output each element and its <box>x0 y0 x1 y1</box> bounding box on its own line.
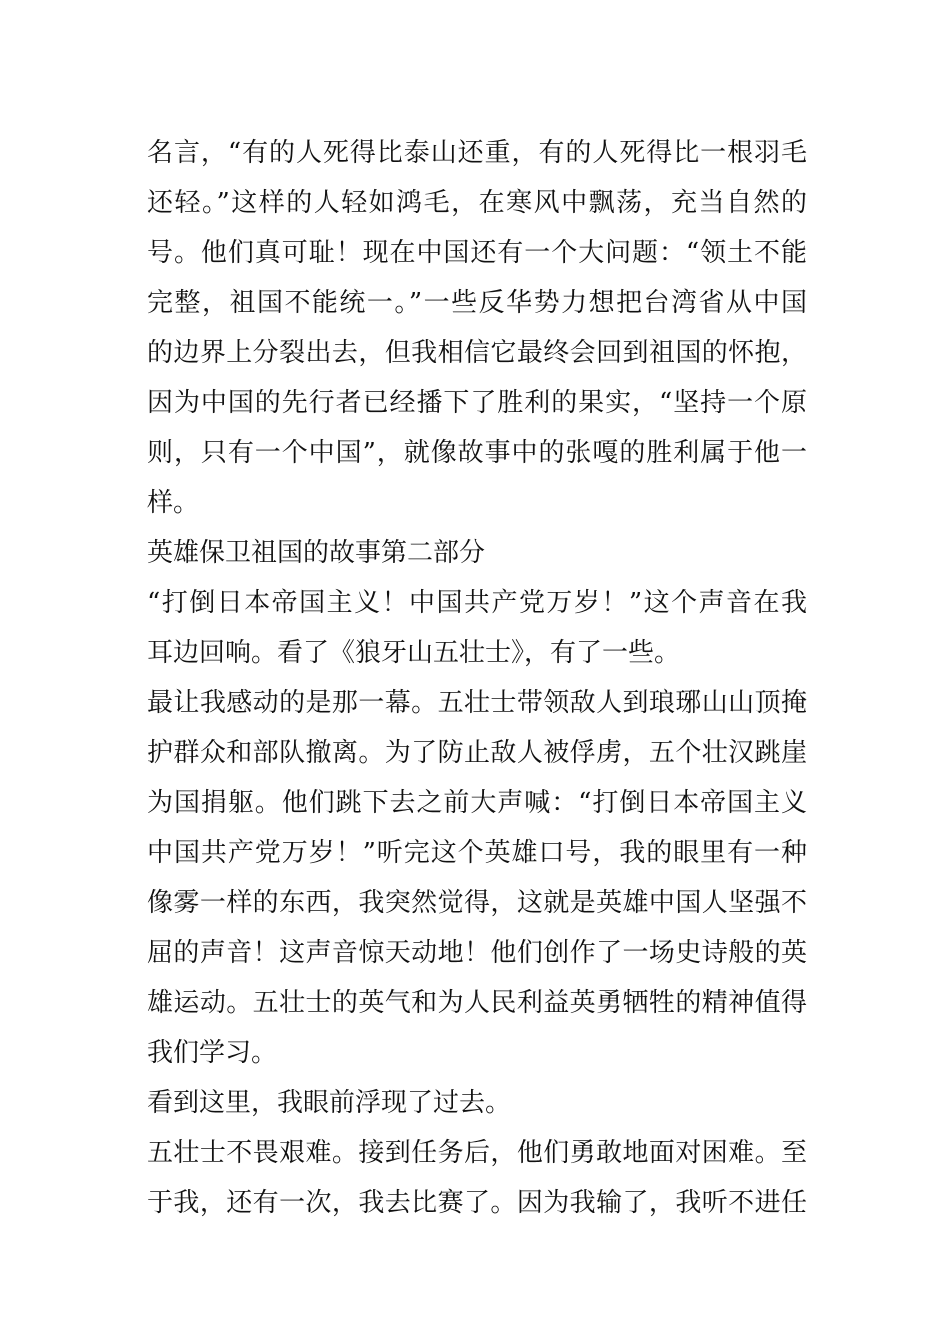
text-line: 英雄保卫祖国的故事第二部分 <box>147 538 486 568</box>
document-body <box>147 128 807 1228</box>
text-line: 雄运动。五壮士的英气和为人民利益英勇牺牲的精神值得 <box>147 988 807 1018</box>
text-line: 号。他们真可耻！现在中国还有一个大问题：“领土不能 <box>147 238 807 268</box>
text-line: 还轻。”这样的人轻如鸿毛，在寒风中飘荡，充当自然的 <box>147 188 807 218</box>
text-line: “打倒日本帝国主义！中国共产党万岁！”这个声音在我 <box>147 588 807 618</box>
text-line: 完整，祖国不能统一。”一些反华势力想把台湾省从中国 <box>147 288 807 318</box>
text-line: 的边界上分裂出去，但我相信它最终会回到祖国的怀抱， <box>147 338 807 368</box>
text-line: 最让我感动的是那一幕。五壮士带领敌人到琅琊山山顶掩 <box>147 688 807 718</box>
text-line: 于我，还有一次，我去比赛了。因为我输了，我听不进任 <box>147 1188 807 1218</box>
text-line: 名言，“有的人死得比泰山还重，有的人死得比一根羽毛 <box>147 138 807 168</box>
text-line: 为国捐躯。他们跳下去之前大声喊：“打倒日本帝国主义 <box>147 788 807 818</box>
text-line: 看到这里，我眼前浮现了过去。 <box>147 1088 512 1118</box>
text-line: 则，只有一个中国”，就像故事中的张嘎的胜利属于他一 <box>147 438 807 468</box>
text-line: 我们学习。 <box>147 1038 278 1068</box>
text-line: 耳边回响。看了《狼牙山五壮士》，有了一些。 <box>147 638 681 668</box>
text-line: 样。 <box>147 488 200 518</box>
text-line: 像雾一样的东西，我突然觉得，这就是英雄中国人坚强不 <box>147 888 807 918</box>
text-line: 屈的声音！这声音惊天动地！他们创作了一场史诗般的英 <box>147 938 807 968</box>
text-line: 因为中国的先行者已经播下了胜利的果实，“坚持一个原 <box>147 388 807 418</box>
text-line: 五壮士不畏艰难。接到任务后，他们勇敢地面对困难。至 <box>147 1138 807 1168</box>
text-line: 中国共产党万岁！”听完这个英雄口号，我的眼里有一种 <box>147 838 807 868</box>
text-line: 护群众和部队撤离。为了防止敌人被俘虏，五个壮汉跳崖 <box>147 738 807 768</box>
